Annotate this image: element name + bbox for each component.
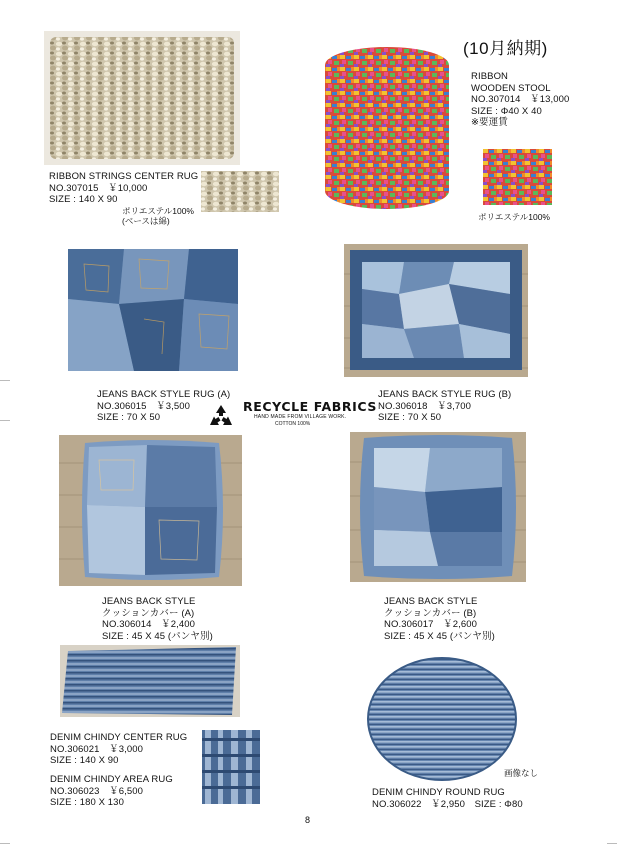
chindy-area-text [50,774,173,809]
product-size: SIZE : Φ40 X 40 [471,105,542,117]
crop-mark [0,420,10,429]
product-name: RIBBON STRINGS CENTER RUG [49,171,199,182]
round-rug-photo [366,656,518,782]
product-number-price: NO.307015 ￥10,000 [49,182,148,194]
ribbon-stool-photo [312,43,462,213]
product-name: JEANS BACK STYLE [102,596,196,607]
recycle-icon [207,403,235,431]
round-rug-text [372,787,523,810]
no-image-note: 画像なし [504,768,539,778]
product-type: クッションカバー (B) [384,607,477,619]
product-number-price: NO.307014 ￥13,000 [471,94,570,105]
cushion-a-text [102,596,213,642]
cushion-b-text [384,596,495,642]
product-size: SIZE : 70 X 50 [97,412,161,423]
ribbon-stool-material: ポリエステル100% [478,212,550,222]
product-size: SIZE : 140 X 90 [50,755,119,766]
product-size: SIZE : 45 X 45 (パンヤ別) [102,630,213,642]
ribbon-stool-text [471,71,569,129]
cushion-a-photo [59,435,242,586]
product-name: DENIM CHINDY AREA RUG [50,774,173,785]
chindy-rug-photo [60,645,240,717]
product-name: JEANS BACK STYLE RUG (A) [97,389,231,400]
logo-subtitle: HAND MADE FROM VILLAGE WORK. [254,414,347,420]
product-number-price: NO.306021 ￥3,000 [50,743,143,755]
product-number-price: NO.306015 ￥3,500 [97,400,190,412]
product-number-price: NO.306014 ￥2,400 [102,619,195,630]
delivery-note: (10月納期) [463,39,548,58]
material-line: (ベースは綿) [122,216,170,226]
product-number-price: NO.306017 ￥2,600 [384,619,477,630]
ribbon-rug-text [49,171,198,206]
crop-mark [0,380,10,389]
product-number-price-size: NO.306022 ￥2,950 SIZE : Φ80 [372,798,523,810]
product-name: JEANS BACK STYLE [384,596,478,607]
product-name: RIBBON [471,71,509,82]
shipping-note: ※要運賃 [471,117,508,128]
logo-title: RECYCLE FABRICS [243,399,377,414]
ribbon-stool-detail-photo [483,149,552,205]
page-number: 8 [305,815,311,825]
jeans-rug-b-photo [344,244,528,377]
chindy-rug-detail-photo [202,730,260,804]
jeans-rug-b-text [378,389,511,424]
product-number-price: NO.306023 ￥6,500 [50,785,143,797]
product-name: DENIM CHINDY ROUND RUG [372,787,505,798]
product-size: SIZE : 140 X 90 [49,194,118,205]
product-name: JEANS BACK STYLE RUG (B) [378,389,512,400]
product-size: SIZE : 70 X 50 [378,412,442,423]
jeans-rug-a-photo [64,244,241,375]
product-name: WOODEN STOOL [471,82,551,94]
product-name: DENIM CHINDY CENTER RUG [50,732,188,743]
recycle-logo [207,397,377,435]
product-type: クッションカバー (A) [102,607,195,619]
logo-material: COTTON 100% [275,421,311,427]
ribbon-rug-detail-photo [201,171,279,212]
ribbon-rug-material [122,206,194,226]
product-size: SIZE : 45 X 45 (パンヤ別) [384,630,495,642]
material-line: ポリエステル100% [122,206,194,216]
product-number-price: NO.306018 ￥3,700 [378,400,471,412]
chindy-center-text [50,732,187,767]
cushion-b-photo [350,432,526,582]
product-size: SIZE : 180 X 130 [50,797,124,808]
ribbon-rug-photo [44,31,240,165]
